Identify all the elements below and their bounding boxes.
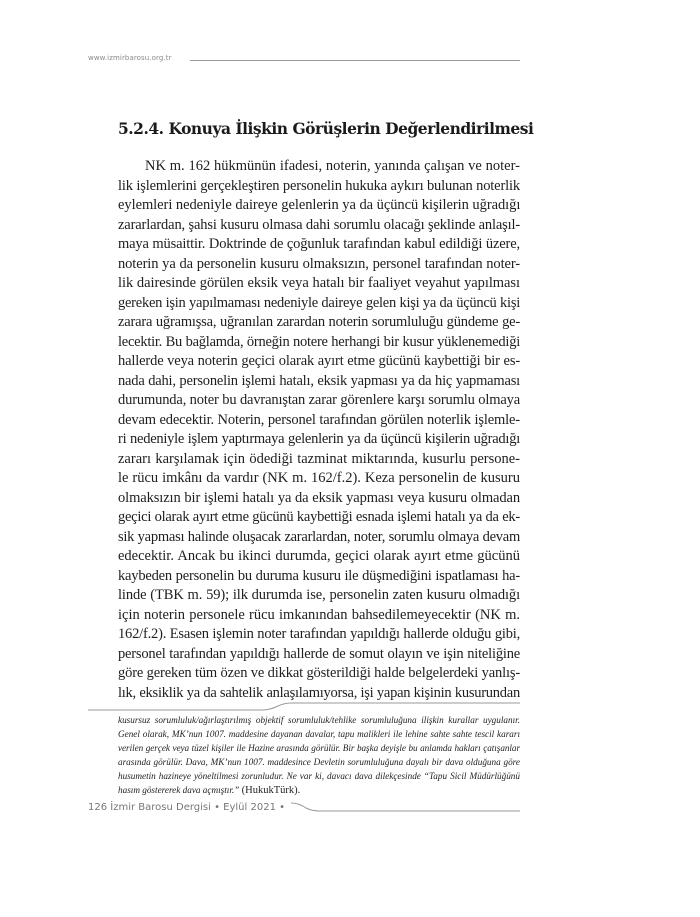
footnote-text: arasında görülür. Dava, MK’nun 1007. maddesince Devletin sorumluluğuna dayalı bir dava olduğuna göre xyxy=(118,757,520,767)
body-line: lecektir. Bu bağlamda, örneğin notere herhangi bir kusur yüklenemediği xyxy=(118,333,520,350)
body-line: geçici olarak ayırt etme gücünü kaybettiği esnada işlemi hatalı ya da ek- xyxy=(118,509,520,525)
body-line: zararı karşılamak için ödediği tazminat miktarında, kusurlu persone- xyxy=(118,450,520,467)
body-line: kaybeden personelin bu duruma kusuru ile düşmediğini ispatlaması ha- xyxy=(118,567,520,584)
body-text xyxy=(118,157,520,703)
body-line: personel tarafından yapıldığı hallerde de somut olayın ve işin niteliğine xyxy=(118,645,520,662)
body-line: ri nedeniyle işlem yaptırmaya gelenlerin ya da üçüncü kişilerin uğradığı xyxy=(118,431,520,447)
footnote-line xyxy=(118,783,520,797)
header-rule xyxy=(190,60,520,61)
footnote-text: husumetin hazineye yöneltilmesi zorunludur. Ne var ki, davacı dava dilekçesinde “Tapu Sicil Müdürlüğünü xyxy=(118,771,520,781)
footnote-text: hasım göstererek dava açmıştır.” xyxy=(118,785,240,795)
footnote-line xyxy=(118,713,520,727)
body-line: nada dahi, personelin işlemi hatalı, eksik yapması ya da hiç yapmaması xyxy=(118,372,520,389)
body-line: için noterin personele rücu imkanından bahsedilemeyecektir (NK m. xyxy=(118,606,520,623)
footnote-text: verilen gerçek veya tüzel kişiler ile Hazine arasında görülür. Bir başka deyişle bu anlamda hakları çatışanlar xyxy=(118,743,520,753)
footnote-line xyxy=(118,769,520,783)
body-line: olmaksızın bir işlemi hatalı ya da eksik yapması veya kusuru olmadan xyxy=(118,489,520,506)
body-line: noterin ya da personelin kusuru olmaksızın, personel tarafından noter- xyxy=(118,255,520,272)
footnote-line xyxy=(118,741,520,755)
body-line: göre gereken tüm özen ve dikkat gösterildiği halde belgelerdeki yanlış- xyxy=(118,665,521,681)
section-title: 5.2.4. Konuya İlişkin Görüşlerin Değerlendirilmesi xyxy=(118,119,534,138)
body-line: devam edecektir. Noterin, personel tarafından görülen noterlik işlemle- xyxy=(118,411,520,428)
footnote xyxy=(118,713,520,797)
body-line: edecektir. Ancak bu ikinci durumda, geçici olarak ayırt etme gücünü xyxy=(118,548,520,564)
footnote-source: (HukukTürk). xyxy=(241,785,301,796)
journal-name: İzmir Barosu Dergisi • Eylül 2021 • xyxy=(110,802,286,813)
body-line: gereken işin yapılmaması nedeniyle daireye gelen kişi ya da üçüncü kişi xyxy=(118,294,520,311)
body-line: maya müsaittir. Doktrinde de çoğunluk tarafından kabul edildiği üzere, xyxy=(118,236,520,252)
footnote-line xyxy=(118,727,520,741)
body-line: lik dairesinde görülen eksik veya hatalı bir faaliyet veyahut yapılması xyxy=(118,275,520,291)
body-line: NK m. 162 hükmünün ifadesi, noterin, yanında çalışan ve noter- xyxy=(145,158,520,174)
body-line: lık, eksiklik ya da sahtelik anlaşılamıyorsa, işi yapan kişinin kusurundan xyxy=(118,684,520,701)
body-line: eylemleri nedeniyle daireye gelenlerin ya da üçüncü kişilerin uğradığı xyxy=(118,197,521,213)
footnote-line xyxy=(118,755,520,769)
body-line: linde (TBK m. 59); ilk durumda ise, personelin zaten kusuru olmadığı xyxy=(118,587,520,603)
body-line: zarara uğramışsa, uğranılan zarardan noterin sorumluluğu gündeme ge- xyxy=(118,314,520,330)
body-line: hallerde veya noterin geçici olarak ayırt etme gücünü kaybettiği bir es- xyxy=(118,353,520,369)
body-line: le rücu imkânı da vardır (NK m. 162/f.2). Keza personelin de kusuru xyxy=(118,470,520,486)
footnote-text: kusursuz sorumluluk/ağırlaştırılmış objektif sorumluluk/tehlike sorumluluğuna ilişkin kurallar uygulanır. xyxy=(118,715,520,725)
body-line: durumunda, noter bu davranıştan zarar görenlere karşı sorumlu olmaya xyxy=(118,392,520,408)
header-url: www.izmirbarosu.org.tr xyxy=(88,54,172,62)
footnote-text: Genel olarak, MK’nun 1007. maddesine dayanan davalar, tapu malikleri ile lehine sahte sahte tescil kararı xyxy=(118,729,520,739)
body-line: sik yapması halinde oluşacak zararlardan, noter, sorumlu olmaya devam xyxy=(118,528,520,545)
page-number: 126 xyxy=(88,802,108,813)
body-line: lik işlemlerini gerçekleştiren personelin hukuka aykırı bulunan noterlik xyxy=(118,177,520,194)
body-line: zararlardan, şahsi kusuru olmasa dahi sorumlu olacağı şeklinde anlaşıl- xyxy=(118,216,521,233)
page-footer xyxy=(88,802,285,813)
body-line: 162/f.2). Esasen işlemin noter tarafından yapıldığı hallerde olduğu gibi, xyxy=(118,626,520,642)
